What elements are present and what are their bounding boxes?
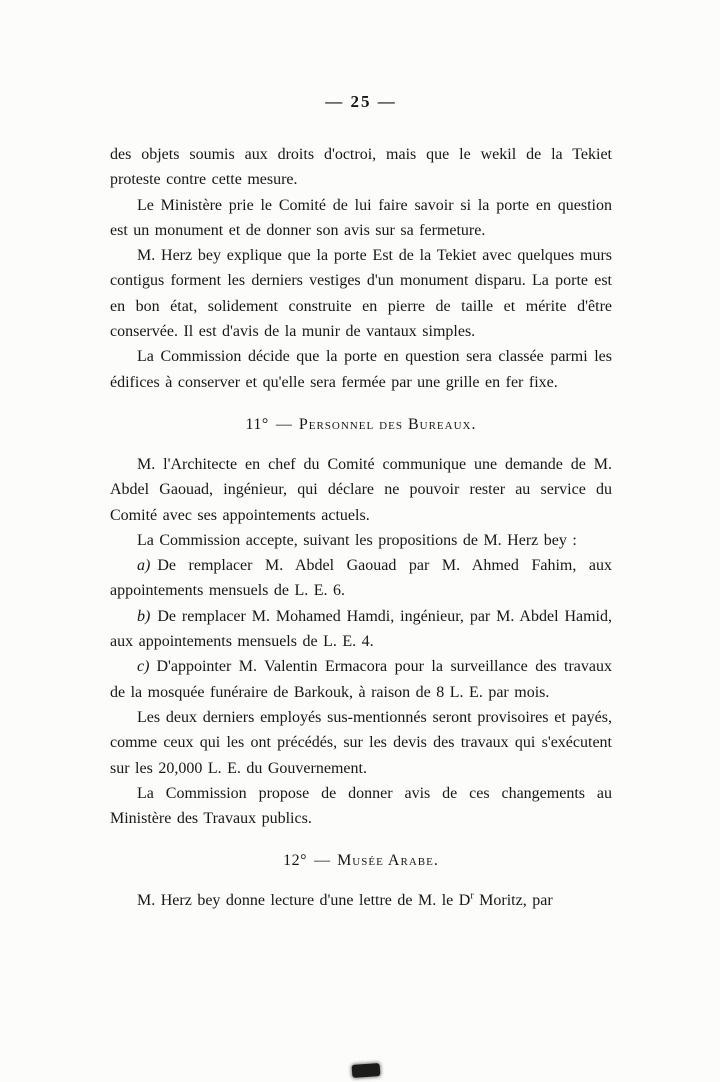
paragraph-moritz: [110, 888, 612, 913]
list-marker-c: c): [137, 658, 150, 676]
section-11-title: Personnel des Bureaux.: [298, 415, 477, 433]
section-12-title: Musée Arabe.: [337, 852, 439, 870]
text-block: [110, 92, 612, 914]
moritz-superscript: r: [470, 891, 474, 903]
paragraph-provisoires: Les deux derniers employés sus-mentionnés seront provisoires et payés, comme ceux qui les ont précédés, sur les devis des travaux qui s'exécutent sur les 20,000 L. E. du Gouvernement.: [110, 708, 612, 777]
paragraph-octroi: des objets soumis aux droits d'octroi, mais que le wekil de la Tekiet proteste contre cette mesure.: [110, 146, 612, 189]
list-marker-a: a): [137, 557, 151, 575]
moritz-text-pre: M. Herz bey donne lecture d'une lettre de M. le D: [137, 892, 471, 910]
section-12-number: 12°: [283, 852, 308, 870]
section-12-dash: —: [314, 852, 331, 870]
list-marker-b: b): [137, 607, 151, 625]
list-text-a: De remplacer M. Abdel Gaouad par M. Ahmed Fahim, aux appointements mensuels de L. E. 6.: [110, 557, 612, 600]
section-heading-11: [110, 412, 612, 437]
paragraph-commission-propose: La Commission propose de donner avis de ces changements au Ministère des Travaux publics.: [110, 784, 612, 828]
paragraph-herz-porte: M. Herz bey explique que la porte Est de la Tekiet avec quelques murs contigus forment les derniers vestiges d'un monument disparu. La porte est en bon état, solidement construite en pierre de taille et mérite d'être conservée. Il est d'avis de la munir de vantaux simples.: [110, 247, 612, 341]
paragraph-architecte: M. l'Architecte en chef du Comité communique une demande de M. Abdel Gaouad, ingénieur, qui déclare ne pouvoir rester au service du Comité avec ses appointements actuels.: [110, 455, 612, 524]
paragraph-item-c: [110, 654, 612, 705]
section-heading-12: [110, 848, 612, 873]
paragraph-item-b: [110, 604, 612, 655]
paragraph-commission-decide: La Commission décide que la porte en question sera classée parmi les édifices à conserver et qu'elle sera fermée par une grille en fer fixe.: [110, 348, 612, 391]
paragraph-item-a: [110, 553, 612, 604]
moritz-text-post: Moritz, par: [473, 892, 553, 910]
page-number: — 25 —: [325, 92, 397, 111]
list-text-b: De remplacer M. Mohamed Hamdi, ingénieur, par M. Abdel Hamid, aux appointements mensuels de L. E. 4.: [110, 607, 612, 651]
scan-artifact-mark: [352, 1063, 381, 1078]
section-11-number: 11°: [245, 415, 269, 433]
section-11-dash: —: [275, 415, 292, 433]
list-text-c: D'appointer M. Valentin Ermacora pour la surveillance des travaux de la mosquée funéraire de Barkouk, à raison de 8 L. E. par mois.: [110, 658, 612, 701]
paragraph-ministere: Le Ministère prie le Comité de lui faire savoir si la porte en question est un monument et de donner son avis sur sa fermeture.: [110, 196, 612, 239]
paragraph-commission-accepte: La Commission accepte, suivant les propositions de M. Herz bey :: [137, 531, 577, 549]
